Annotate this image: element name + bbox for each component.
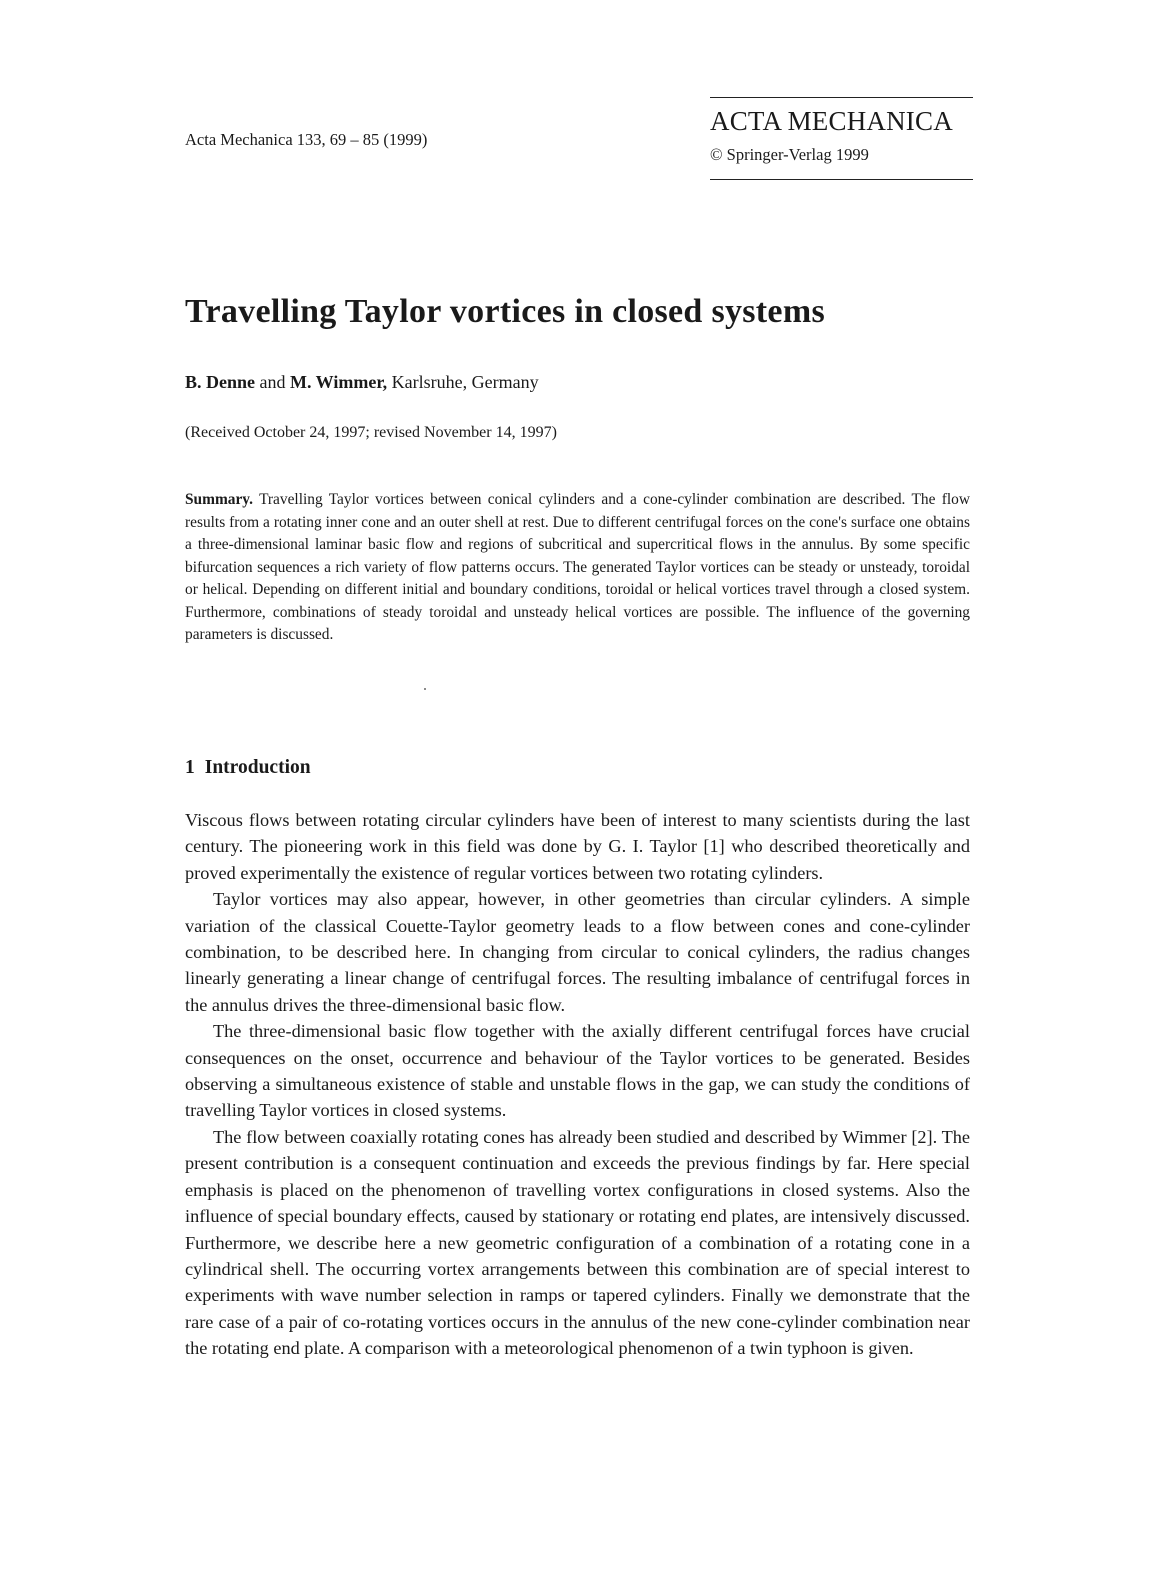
intro-paragraph: The flow between coaxially rotating cones has already been studied and described by Wimmer [2]. The present contribution is a consequent continuation and exceeds the previous findings by far. Here special emphasis is placed on the phenomenon of travelling vortex configurations in closed systems. Also the influence of special boundary effects, caused by stationary or rotating end plates, are intensively discussed. Furthermore, we describe here a new geometric configuration of a combination of a rotating cone in a cylindrical shell. The occurring vortex arrangements between this combination are of special interest to experiments with wave number selection in ramps or tapered cylinders. Finally we demonstrate that the rare case of a pair of co-rotating vortices occurs in the annulus of the new cone-cylinder combination near the rotating end plate. A comparison with a meteorological phenomenon of a twin typhoon is given. [185, 1126, 970, 1359]
intro-paragraph: Viscous flows between rotating circular cylinders have been of interest to many scientists during the last century. The pioneering work in this field was done by G. I. Taylor [1] who described theoretically and proved experimentally the existence of regular vortices between two rotating cylinders. [185, 810, 970, 883]
author-line [185, 372, 539, 393]
top-rule [710, 97, 973, 98]
author-denne: B. Denne [185, 372, 256, 392]
received-dates: (Received October 24, 1997; revised November 14, 1997) [185, 424, 557, 441]
scan-speck [424, 688, 426, 690]
author-wimmer: M. Wimmer, [290, 372, 388, 392]
summary-label: Summary. [185, 491, 253, 508]
section-heading-introduction [185, 757, 311, 779]
section-number: 1 [185, 757, 195, 778]
introduction-body [185, 807, 970, 1362]
intro-paragraph: The three-dimensional basic flow together with the axially different centrifugal forces have crucial consequences on the onset, occurrence and behaviour of the Taylor vortices to be generated. Besides observing a simultaneous existence of stable and unstable flows in the gap, we can study the conditions of travelling Taylor vortices in closed systems. [185, 1021, 970, 1121]
summary-abstract [185, 489, 970, 647]
summary-text: Travelling Taylor vortices between conical cylinders and a cone-cylinder combination are described. The flow results from a rotating inner cone and an outer shell at rest. Due to different centrifugal forces on the cone's surface one obtains a three-dimensional laminar basic flow and regions of subcritical and supercritical flows in the annulus. By some specific bifurcation sequences a rich variety of flow patterns occurs. The generated Taylor vortices can be steady or unsteady, toroidal or helical. Depending on different initial and boundary conditions, toroidal or helical vortices travel through a closed system. Furthermore, combinations of steady toroidal and unsteady helical vortices are possible. The influence of the governing parameters is discussed. [185, 491, 970, 643]
affiliation: Karlsruhe, Germany [387, 372, 539, 392]
section-title: Introduction [204, 757, 311, 778]
journal-name: ACTA MECHANICA [710, 106, 953, 136]
intro-paragraph: Taylor vortices may also appear, however, in other geometries than circular cylinders. A simple variation of the classical Couette-Taylor geometry leads to a flow between cones and cone-cylinder combination, to be described here. In changing from circular to conical cylinders, the radius changes linearly generating a linear change of centrifugal forces. The resulting imbalance of centrifugal forces in the annulus drives the three-dimensional basic flow. [185, 889, 970, 1015]
bottom-rule [710, 179, 973, 180]
paper-title: Travelling Taylor vortices in closed systems [185, 293, 825, 330]
journal-header-box [710, 97, 973, 180]
author-conjunction: and [255, 372, 291, 392]
journal-citation: Acta Mechanica 133, 69 – 85 (1999) [185, 130, 428, 149]
copyright-notice: © Springer-Verlag 1999 [710, 145, 869, 164]
